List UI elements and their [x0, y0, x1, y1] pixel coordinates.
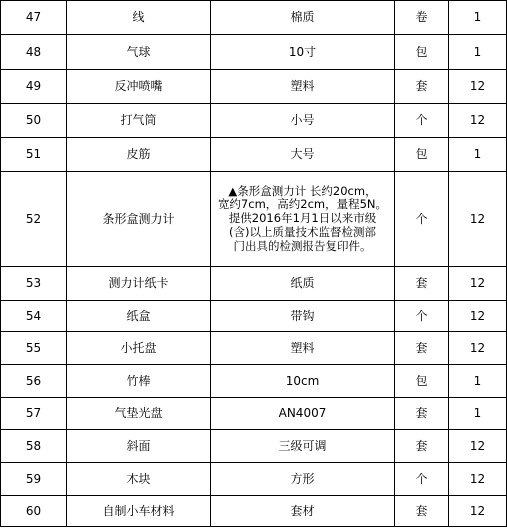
item-number: 55 — [1, 332, 67, 365]
table-row — [1, 35, 507, 69]
table-row — [1, 429, 507, 462]
table-row — [1, 171, 507, 267]
item-name: 竹棒 — [67, 365, 211, 397]
item-quantity: 12 — [449, 267, 507, 300]
table-row — [1, 495, 507, 526]
item-spec — [211, 171, 395, 267]
item-unit: 包 — [395, 365, 449, 397]
item-spec: 塑料 — [211, 332, 395, 365]
item-spec: 10cm — [211, 365, 395, 397]
item-spec: 带钩 — [211, 300, 395, 331]
item-name: 条形盒测力计 — [67, 171, 211, 267]
item-number: 56 — [1, 365, 67, 397]
item-number: 50 — [1, 103, 67, 137]
item-spec: 三级可调 — [211, 429, 395, 462]
table-row — [1, 332, 507, 365]
item-number: 51 — [1, 138, 67, 171]
item-spec: 10寸 — [211, 35, 395, 69]
item-name: 斜面 — [67, 429, 211, 462]
item-spec: 套材 — [211, 495, 395, 526]
item-unit: 个 — [395, 171, 449, 267]
item-name: 自制小车材料 — [67, 495, 211, 526]
item-name: 测力计纸卡 — [67, 267, 211, 300]
item-unit: 卷 — [395, 1, 449, 35]
table-row — [1, 463, 507, 495]
table-row — [1, 1, 507, 35]
item-unit: 套 — [395, 332, 449, 365]
item-unit: 包 — [395, 138, 449, 171]
item-quantity: 12 — [449, 463, 507, 495]
item-quantity: 12 — [449, 103, 507, 137]
item-spec: 纸质 — [211, 267, 395, 300]
item-unit: 个 — [395, 103, 449, 137]
item-quantity: 12 — [449, 332, 507, 365]
table-row — [1, 103, 507, 137]
item-unit: 套 — [395, 267, 449, 300]
item-spec: 塑料 — [211, 69, 395, 103]
item-number: 58 — [1, 429, 67, 462]
item-number: 48 — [1, 35, 67, 69]
item-number: 53 — [1, 267, 67, 300]
item-spec: AN4007 — [211, 397, 395, 429]
item-number: 52 — [1, 171, 67, 267]
table-row — [1, 397, 507, 429]
item-quantity: 12 — [449, 300, 507, 331]
item-quantity: 1 — [449, 35, 507, 69]
item-name: 打气筒 — [67, 103, 211, 137]
item-name: 纸盒 — [67, 300, 211, 331]
item-unit: 套 — [395, 69, 449, 103]
item-name: 气球 — [67, 35, 211, 69]
table-row — [1, 69, 507, 103]
item-unit: 套 — [395, 429, 449, 462]
item-unit: 套 — [395, 495, 449, 526]
item-quantity: 12 — [449, 429, 507, 462]
item-unit: 包 — [395, 35, 449, 69]
item-number: 49 — [1, 69, 67, 103]
item-name: 线 — [67, 1, 211, 35]
item-number: 57 — [1, 397, 67, 429]
item-quantity: 1 — [449, 138, 507, 171]
item-name: 反冲喷嘴 — [67, 69, 211, 103]
item-name: 木块 — [67, 463, 211, 495]
item-name: 气垫光盘 — [67, 397, 211, 429]
item-unit: 套 — [395, 397, 449, 429]
item-spec: 棉质 — [211, 1, 395, 35]
table-row — [1, 267, 507, 300]
item-quantity: 12 — [449, 171, 507, 267]
item-spec-text: ▲条形盒测力计 长约20cm， 宽约7cm，高约2cm，量程5N。 提供2016年1月1日以来市级 (含)以上质量技术监督检测部 门出具的检测报告复印件。 — [217, 183, 388, 253]
table-row — [1, 300, 507, 331]
item-unit: 个 — [395, 300, 449, 331]
item-quantity: 12 — [449, 495, 507, 526]
item-unit: 个 — [395, 463, 449, 495]
item-spec: 方形 — [211, 463, 395, 495]
item-quantity: 1 — [449, 365, 507, 397]
item-number: 60 — [1, 495, 67, 526]
item-quantity: 1 — [449, 397, 507, 429]
item-number: 47 — [1, 1, 67, 35]
item-name: 皮筋 — [67, 138, 211, 171]
item-spec: 大号 — [211, 138, 395, 171]
item-number: 54 — [1, 300, 67, 331]
item-name: 小托盘 — [67, 332, 211, 365]
table-row — [1, 138, 507, 171]
item-spec: 小号 — [211, 103, 395, 137]
item-number: 59 — [1, 463, 67, 495]
item-quantity: 1 — [449, 1, 507, 35]
table-row — [1, 365, 507, 397]
item-quantity: 12 — [449, 69, 507, 103]
